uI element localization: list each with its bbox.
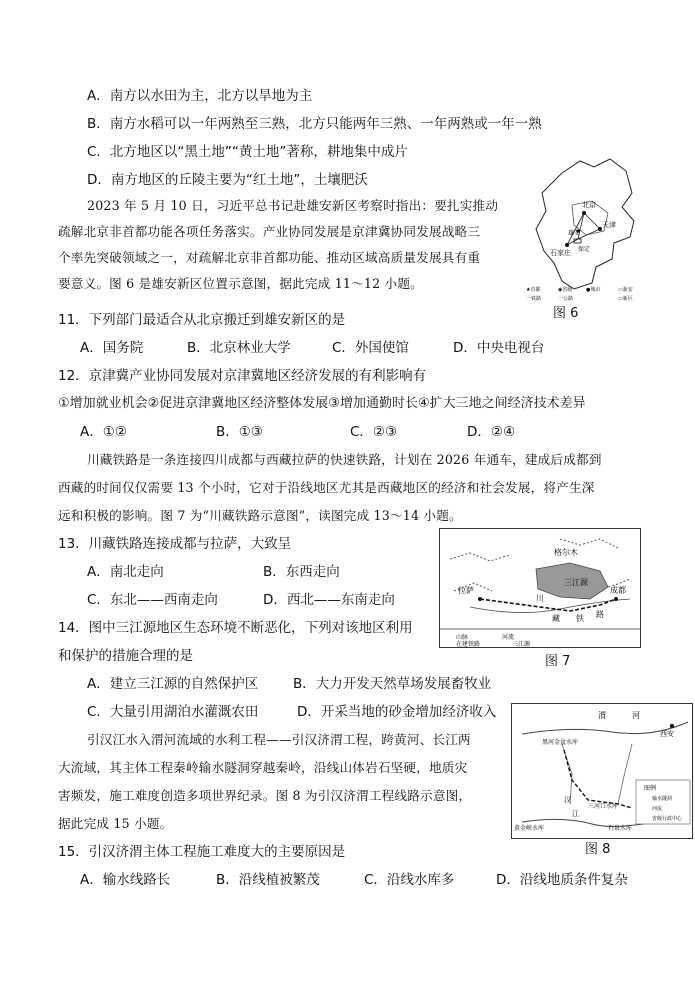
q14-option-b: B．大力开发天然草场发展畜牧业 bbox=[293, 676, 492, 692]
passage3-line1: 引汉江水入渭河流域的水利工程——引汉济渭工程，跨黄河、长江两 bbox=[87, 732, 471, 747]
q10-option-a: A．南方以水田为主，北方以旱地为主 bbox=[87, 88, 313, 104]
q15-option-d: D．沿线地质条件复杂 bbox=[496, 872, 628, 888]
figure-7-map bbox=[439, 528, 641, 648]
q15-option-c: C．沿线水库多 bbox=[364, 872, 455, 888]
q14-option-a: A．建立三江源的自然保护区 bbox=[87, 676, 259, 692]
fig6-legend-6: ▭新区 bbox=[618, 296, 633, 302]
fig8-label-jiang: 江 bbox=[572, 810, 579, 818]
q15-option-a: A．输水线路长 bbox=[80, 872, 171, 888]
q12-option-c: C．②③ bbox=[350, 424, 398, 440]
q11-stem: 11．下列部门最适合从北京搬迁到雄安新区的是 bbox=[58, 312, 346, 328]
fig7-legend-0: 山脉 bbox=[456, 634, 469, 641]
fig6-label-shijiazhuang: 石家庄 bbox=[550, 249, 571, 257]
q10-option-d: D．南方地区的丘陵主要为“红土地”，土壤肥沃 bbox=[87, 172, 368, 188]
fig7-legend-1: 河流 bbox=[502, 634, 515, 641]
passage2-line2: 西藏的时间仅仅需要 13 个小时，它对于沿线地区尤其是西藏地区的经济和社会发展，将产生深 bbox=[58, 480, 595, 495]
fig6-label-beijing: 北京 bbox=[582, 201, 596, 209]
figure-8-map bbox=[511, 703, 693, 839]
fig8-legend-3: 省级行政中心 bbox=[652, 816, 683, 822]
fig7-label-geermu: 格尔木 bbox=[554, 548, 578, 557]
figure-7-caption: 图 7 bbox=[545, 654, 571, 669]
fig8-legend-1: 输水隧洞 bbox=[652, 796, 673, 802]
figure-6-map bbox=[522, 155, 650, 305]
fig8-label-huangjinxia-reservoir: 黄金峡水库 bbox=[514, 825, 545, 832]
q13-stem: 13．川藏铁路连接成都与拉萨，大致呈 bbox=[58, 536, 292, 552]
fig8-legend-2: 河流 bbox=[652, 806, 663, 812]
fig8-label-han: 汉 bbox=[564, 796, 571, 804]
q12-option-d: D．②④ bbox=[467, 424, 516, 440]
fig7-legend-3: 三江源 bbox=[512, 641, 531, 647]
passage1-line3: 个率先突破领域之一，对疏解北京非首都功能、推动区域高质量发展具有重 bbox=[58, 250, 481, 265]
fig7-label-lu: 路 bbox=[596, 610, 604, 619]
fig7-legend-2: 在建铁路 bbox=[456, 641, 481, 647]
q12-stem: 12．京津冀产业协同发展对京津冀地区经济发展的有利影响有 bbox=[58, 368, 427, 384]
fig8-label-shiquan-reservoir: 石泉水库 bbox=[608, 825, 633, 832]
passage3-line4: 据此完成 15 小题。 bbox=[58, 816, 173, 831]
fig7-label-lasa: 拉萨 bbox=[458, 586, 474, 595]
q11-option-b: B．北京林业大学 bbox=[187, 340, 291, 356]
q14-option-d: D．开采当地的砂金增加经济收入 bbox=[297, 704, 497, 720]
q13-option-c: C．东北——西南走向 bbox=[87, 592, 218, 608]
q12-option-a: A．①② bbox=[80, 424, 127, 440]
q13-option-d: D．西北——东南走向 bbox=[263, 592, 395, 608]
fig6-legend-3: ▭新安 bbox=[618, 287, 633, 293]
figure-6-caption: 图 6 bbox=[553, 306, 579, 321]
fig6-label-tianjin: 天津 bbox=[602, 221, 616, 229]
passage1-line2: 疏解北京非首都功能各项任务落实。产业协同发展是京津冀协同发展战略三 bbox=[58, 224, 481, 239]
passage1-line1: 2023 年 5 月 10 日，习近平总书记赴雄安新区考察时指出：要扎实推动 bbox=[87, 198, 499, 213]
fig6-legend-0: ★首都 bbox=[526, 287, 541, 293]
fig8-legend-title: 图例 bbox=[644, 785, 657, 792]
q10-option-b: B．南方水稻可以一年两熟至三熟，北方只能两年三熟、一年两熟或一年一熟 bbox=[87, 116, 542, 132]
q11-option-c: C．外国使馆 bbox=[332, 340, 409, 356]
fig7-label-zang: 藏 bbox=[552, 614, 560, 623]
figure-8-caption: 图 8 bbox=[585, 842, 611, 857]
passage3-line2: 大流域，其主体工程秦岭输水隧洞穿越秦岭，沿线山体岩石坚硬，地质灾 bbox=[58, 760, 468, 775]
fig8-label-he: 河 bbox=[632, 711, 640, 720]
fig6-legend-5: 一公路 bbox=[558, 296, 574, 302]
q11-option-d: D．中央电视台 bbox=[453, 340, 545, 356]
q14-option-c: C．大量引用湖泊水灌溉农田 bbox=[87, 704, 259, 720]
q12-items: ①增加就业机会②促进京津冀地区经济整体发展③增加通勤时长④扩大三地之间经济技术差异 bbox=[58, 396, 586, 411]
fig6-legend-1: ◉省级 bbox=[558, 287, 573, 293]
q14-stem-line1: 14．图中三江源地区生态环境不断恶化，下列对该地区利用 bbox=[58, 620, 413, 636]
passage1-line4: 要意义。图 6 是雄安新区位置示意图，据此完成 11～12 小题。 bbox=[58, 276, 423, 291]
fig8-label-xian: 西安 bbox=[660, 730, 674, 738]
fig6-legend-4: 一铁路 bbox=[526, 296, 542, 302]
q13-option-a: A．南北走向 bbox=[87, 564, 164, 580]
q11-option-a: A．国务院 bbox=[80, 340, 144, 356]
fig6-legend-2: ●城市 bbox=[586, 287, 601, 293]
fig7-label-tie: 铁 bbox=[576, 614, 584, 623]
q12-option-b: B．①③ bbox=[216, 424, 263, 440]
fig8-label-heihe-reservoir: 黑河金盆水库 bbox=[542, 739, 579, 746]
passage3-line3: 害频发，施工难度创造多项世界纪录。图 8 为引汉济渭工程线路示意图， bbox=[58, 788, 472, 803]
fig8-label-wei: 渭 bbox=[598, 711, 606, 720]
q15-stem: 15．引汉济渭主体工程施工难度大的主要原因是 bbox=[58, 844, 346, 860]
fig6-label-xiongan: 雄安 bbox=[568, 230, 581, 237]
q10-option-c: C．北方地区以“黑土地”“黄土地”著称，耕地集中成片 bbox=[87, 144, 408, 160]
passage2-line3: 远和积极的影响。图 7 为“川藏铁路示意图”，读图完成 13～14 小题。 bbox=[58, 508, 462, 523]
fig7-label-chengdu: 成都 bbox=[610, 586, 626, 595]
fig7-label-chuan: 川 bbox=[536, 594, 544, 603]
fig7-label-sanjiangyuan: 三江源 bbox=[564, 578, 588, 587]
q13-option-b: B．东西走向 bbox=[263, 564, 340, 580]
fig8-label-sanhekou-reservoir: 三河口水库 bbox=[588, 803, 619, 810]
q15-option-b: B．沿线植被繁茂 bbox=[216, 872, 320, 888]
fig6-label-baoding: 保定 bbox=[578, 246, 591, 253]
passage2-line1: 川藏铁路是一条连接四川成都与西藏拉萨的快速铁路，计划在 2026 年通车，建成后成都到 bbox=[87, 452, 602, 467]
q14-stem-line2: 和保护的措施合理的是 bbox=[58, 648, 193, 664]
